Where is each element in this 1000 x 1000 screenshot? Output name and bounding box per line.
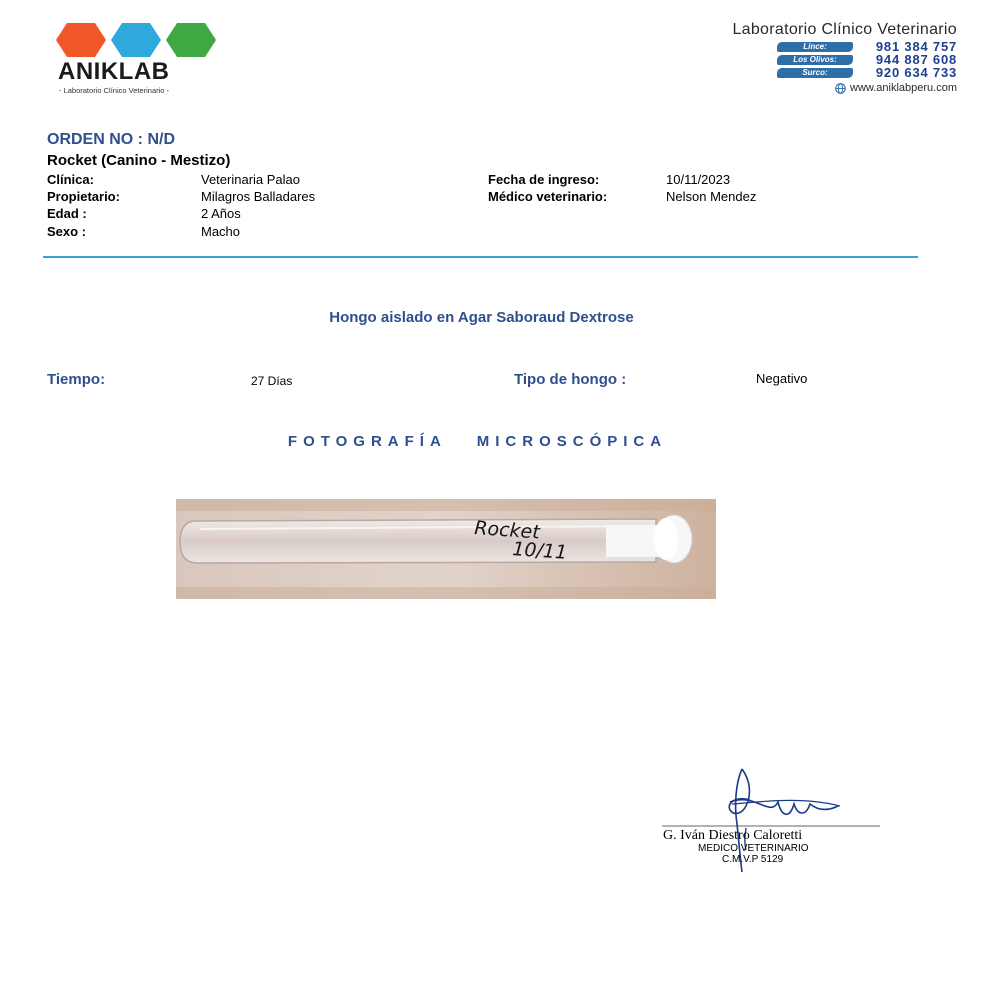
patient-name: Rocket (Canino - Mestizo)	[47, 152, 231, 169]
photo-section-title: FOTOGRAFÍA MICROSCÓPICA	[287, 433, 668, 450]
phone-number[interactable]: 944 887 608	[875, 52, 957, 67]
signature-block	[660, 762, 890, 877]
fungus-type-value: Negativo	[756, 371, 808, 386]
blue-hexagon-icon	[110, 22, 162, 58]
phone-location-tag: Los Olivos:	[777, 55, 853, 65]
green-hexagon-icon	[165, 22, 217, 58]
veterinarian-value: Nelson Mendez	[666, 189, 757, 204]
phone-number[interactable]: 920 634 733	[875, 65, 957, 80]
signer-title: MEDICO VETERINARIO	[698, 843, 809, 854]
clinic-value: Veterinaria Palao	[201, 172, 301, 187]
time-value: 27 Días	[251, 374, 293, 388]
handwritten-name: Rocket	[473, 517, 541, 544]
phone-location-tag: Lince:	[777, 42, 853, 52]
handwritten-date: 10/11	[511, 538, 568, 564]
intake-date-value: 10/11/2023	[666, 172, 731, 187]
phone-location-tag: Surco:	[777, 68, 853, 78]
culture-title: Hongo aislado en Agar Saboraud Dextrose	[329, 309, 634, 326]
age-label: Edad :	[47, 206, 87, 221]
section-divider	[43, 256, 918, 258]
logo-wordmark: ANIKLAB	[58, 58, 170, 85]
signer-name: G. Iván Diestro Caloretti	[663, 828, 803, 843]
aniklab-logo	[55, 22, 220, 97]
veterinarian-label: Médico veterinario:	[488, 189, 608, 204]
intake-date-label: Fecha de ingreso:	[488, 172, 600, 187]
signer-license: C.M.V.P 5129	[722, 854, 784, 865]
orange-hexagon-icon	[55, 22, 107, 58]
website-row	[835, 82, 957, 94]
test-tube-photo	[176, 499, 716, 599]
sex-label: Sexo :	[47, 224, 87, 239]
clinic-label: Clínica:	[47, 172, 94, 187]
lab-title: Laboratorio Clínico Veterinario	[732, 21, 957, 38]
globe-icon	[835, 83, 846, 94]
fungus-type-label: Tipo de hongo :	[514, 371, 627, 388]
phone-number[interactable]: 981 384 757	[875, 39, 957, 54]
order-number: ORDEN NO : N/D	[47, 131, 175, 148]
time-label: Tiempo:	[47, 371, 106, 388]
owner-label: Propietario:	[47, 189, 120, 204]
website-link[interactable]: www.aniklabperu.com	[850, 82, 957, 94]
sex-value: Macho	[201, 224, 241, 239]
logo-subtitle: - Laboratorio Clínico Veterinario -	[59, 86, 170, 95]
phone-row-surco	[777, 66, 957, 79]
owner-value: Milagros Balladares	[201, 189, 316, 204]
age-value: 2 Años	[201, 206, 241, 221]
